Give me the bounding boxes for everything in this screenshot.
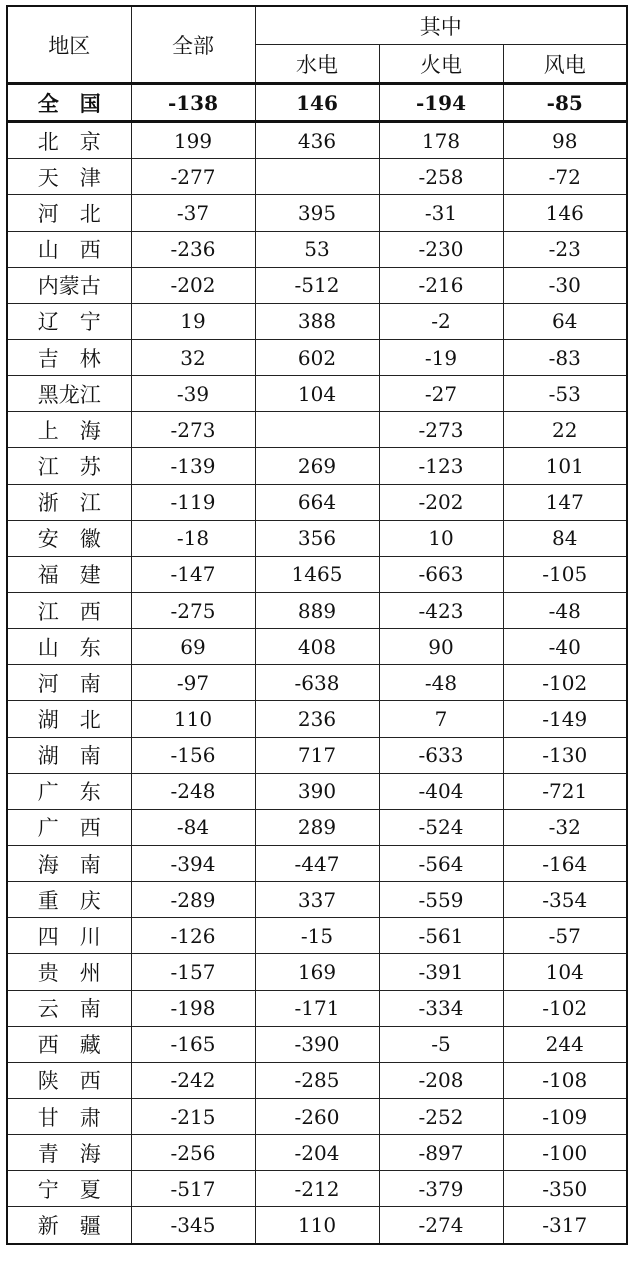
cell-wind: -100 (503, 1135, 627, 1171)
cell-wind: 101 (503, 448, 627, 484)
cell-region: 内蒙古 (7, 267, 131, 303)
header-row-top (7, 6, 627, 45)
cell-region: 新 疆 (7, 1207, 131, 1244)
cell-hydro: 390 (255, 773, 379, 809)
cell-wind: -48 (503, 592, 627, 628)
table-row (7, 773, 627, 809)
cell-hydro: 236 (255, 701, 379, 737)
cell-total: -157 (131, 954, 255, 990)
cell-total: 19 (131, 303, 255, 339)
cell-wind: -130 (503, 737, 627, 773)
cell-wind: -350 (503, 1171, 627, 1207)
cell-total: -198 (131, 990, 255, 1026)
cell-total: -394 (131, 845, 255, 881)
cell-hydro: 395 (255, 195, 379, 231)
cell-total: -236 (131, 231, 255, 267)
cell-wind: 146 (503, 195, 627, 231)
header-hydro: 水电 (255, 45, 379, 84)
cell-total: -119 (131, 484, 255, 520)
table-row-national (7, 84, 627, 122)
cell-region: 福 建 (7, 556, 131, 592)
cell-wind: 104 (503, 954, 627, 990)
cell-hydro: 337 (255, 882, 379, 918)
cell-thermal: -663 (379, 556, 503, 592)
cell-hydro: -171 (255, 990, 379, 1026)
table-body (7, 84, 627, 1244)
cell-hydro: 289 (255, 809, 379, 845)
cell-hydro: -15 (255, 918, 379, 954)
cell-hydro: -260 (255, 1098, 379, 1134)
cell-total: -275 (131, 592, 255, 628)
cell-region: 陕 西 (7, 1062, 131, 1098)
cell-total: -345 (131, 1207, 255, 1244)
cell-thermal: -230 (379, 231, 503, 267)
cell-region: 河 南 (7, 665, 131, 701)
cell-wind: 22 (503, 412, 627, 448)
table-row (7, 448, 627, 484)
cell-region: 湖 南 (7, 737, 131, 773)
cell-wind: 64 (503, 303, 627, 339)
cell-region: 安 徽 (7, 520, 131, 556)
table-header (7, 6, 627, 84)
table-row (7, 556, 627, 592)
cell-total: -277 (131, 159, 255, 195)
cell-thermal: -559 (379, 882, 503, 918)
cell-region: 天 津 (7, 159, 131, 195)
cell-region: 宁 夏 (7, 1171, 131, 1207)
cell-thermal: -273 (379, 412, 503, 448)
cell-hydro: 110 (255, 1207, 379, 1244)
cell-region: 全 国 (7, 84, 131, 122)
cell-thermal: -194 (379, 84, 503, 122)
cell-thermal: -379 (379, 1171, 503, 1207)
cell-wind: -108 (503, 1062, 627, 1098)
table-row (7, 267, 627, 303)
cell-wind: -354 (503, 882, 627, 918)
cell-hydro: -638 (255, 665, 379, 701)
table-row (7, 484, 627, 520)
cell-total: 199 (131, 122, 255, 159)
cell-total: -138 (131, 84, 255, 122)
table-row (7, 1098, 627, 1134)
cell-wind: -721 (503, 773, 627, 809)
cell-thermal: 7 (379, 701, 503, 737)
cell-total: -289 (131, 882, 255, 918)
cell-region: 广 东 (7, 773, 131, 809)
cell-total: -126 (131, 918, 255, 954)
cell-hydro: 169 (255, 954, 379, 990)
cell-thermal: 10 (379, 520, 503, 556)
table-row (7, 1207, 627, 1244)
cell-thermal: -897 (379, 1135, 503, 1171)
cell-region: 上 海 (7, 412, 131, 448)
cell-total: -156 (131, 737, 255, 773)
cell-wind: -57 (503, 918, 627, 954)
cell-hydro: 436 (255, 122, 379, 159)
cell-wind: 98 (503, 122, 627, 159)
table-row (7, 122, 627, 159)
cell-thermal: -123 (379, 448, 503, 484)
cell-wind: -164 (503, 845, 627, 881)
cell-wind: -53 (503, 376, 627, 412)
cell-thermal: -524 (379, 809, 503, 845)
cell-thermal: -5 (379, 1026, 503, 1062)
table-row (7, 339, 627, 375)
cell-total: 32 (131, 339, 255, 375)
cell-total: -248 (131, 773, 255, 809)
cell-hydro: -285 (255, 1062, 379, 1098)
table-row (7, 809, 627, 845)
cell-thermal: -633 (379, 737, 503, 773)
cell-thermal: -334 (379, 990, 503, 1026)
cell-total: -242 (131, 1062, 255, 1098)
cell-wind: 84 (503, 520, 627, 556)
table-row (7, 195, 627, 231)
cell-thermal: -423 (379, 592, 503, 628)
cell-hydro: 269 (255, 448, 379, 484)
cell-hydro: -512 (255, 267, 379, 303)
cell-hydro: 1465 (255, 556, 379, 592)
cell-total: -256 (131, 1135, 255, 1171)
cell-thermal: -404 (379, 773, 503, 809)
cell-wind: -72 (503, 159, 627, 195)
cell-thermal: -19 (379, 339, 503, 375)
cell-region: 北 京 (7, 122, 131, 159)
cell-wind: -109 (503, 1098, 627, 1134)
header-wind: 风电 (503, 45, 627, 84)
cell-total: -215 (131, 1098, 255, 1134)
cell-region: 湖 北 (7, 701, 131, 737)
cell-region: 山 西 (7, 231, 131, 267)
cell-hydro: 664 (255, 484, 379, 520)
cell-region: 浙 江 (7, 484, 131, 520)
cell-thermal: -252 (379, 1098, 503, 1134)
cell-region: 广 西 (7, 809, 131, 845)
cell-hydro: -447 (255, 845, 379, 881)
cell-total: -165 (131, 1026, 255, 1062)
table-row (7, 629, 627, 665)
power-hours-table (6, 5, 628, 1245)
cell-hydro: 889 (255, 592, 379, 628)
cell-region: 青 海 (7, 1135, 131, 1171)
cell-hydro: 388 (255, 303, 379, 339)
cell-hydro: 408 (255, 629, 379, 665)
table-row (7, 665, 627, 701)
cell-hydro: 717 (255, 737, 379, 773)
table-row (7, 159, 627, 195)
table-row (7, 376, 627, 412)
cell-thermal: -2 (379, 303, 503, 339)
table-row (7, 918, 627, 954)
cell-total: -273 (131, 412, 255, 448)
cell-total: 110 (131, 701, 255, 737)
table-row (7, 231, 627, 267)
cell-thermal: 178 (379, 122, 503, 159)
cell-hydro (255, 159, 379, 195)
cell-wind: -102 (503, 665, 627, 701)
cell-region: 云 南 (7, 990, 131, 1026)
table-row (7, 592, 627, 628)
cell-region: 重 庆 (7, 882, 131, 918)
cell-region: 吉 林 (7, 339, 131, 375)
cell-total: -97 (131, 665, 255, 701)
table-row (7, 412, 627, 448)
cell-region: 江 西 (7, 592, 131, 628)
header-thermal: 火电 (379, 45, 503, 84)
cell-region: 海 南 (7, 845, 131, 881)
cell-hydro: -212 (255, 1171, 379, 1207)
cell-wind: -102 (503, 990, 627, 1026)
table-row (7, 954, 627, 990)
cell-wind: -40 (503, 629, 627, 665)
cell-region: 江 苏 (7, 448, 131, 484)
cell-wind: -23 (503, 231, 627, 267)
cell-thermal: -391 (379, 954, 503, 990)
header-total: 全部 (131, 6, 255, 84)
cell-region: 贵 州 (7, 954, 131, 990)
cell-region: 甘 肃 (7, 1098, 131, 1134)
cell-wind: 147 (503, 484, 627, 520)
cell-hydro (255, 412, 379, 448)
cell-hydro: 602 (255, 339, 379, 375)
cell-hydro: 146 (255, 84, 379, 122)
cell-wind: -32 (503, 809, 627, 845)
cell-wind: -317 (503, 1207, 627, 1244)
cell-hydro: 356 (255, 520, 379, 556)
cell-thermal: -208 (379, 1062, 503, 1098)
cell-hydro: -204 (255, 1135, 379, 1171)
table-row (7, 520, 627, 556)
cell-thermal: -48 (379, 665, 503, 701)
cell-total: 69 (131, 629, 255, 665)
header-of-which: 其中 (255, 6, 627, 45)
table-row (7, 303, 627, 339)
cell-region: 辽 宁 (7, 303, 131, 339)
table-row (7, 701, 627, 737)
cell-hydro: 53 (255, 231, 379, 267)
cell-total: -39 (131, 376, 255, 412)
cell-region: 四 川 (7, 918, 131, 954)
cell-region: 山 东 (7, 629, 131, 665)
table-row (7, 737, 627, 773)
cell-wind: 244 (503, 1026, 627, 1062)
cell-total: -37 (131, 195, 255, 231)
cell-thermal: -561 (379, 918, 503, 954)
cell-thermal: -27 (379, 376, 503, 412)
cell-total: -517 (131, 1171, 255, 1207)
cell-wind: -83 (503, 339, 627, 375)
table-row (7, 1026, 627, 1062)
cell-region: 黑龙江 (7, 376, 131, 412)
cell-total: -18 (131, 520, 255, 556)
cell-wind: -30 (503, 267, 627, 303)
cell-thermal: 90 (379, 629, 503, 665)
cell-wind: -85 (503, 84, 627, 122)
cell-thermal: -564 (379, 845, 503, 881)
cell-total: -147 (131, 556, 255, 592)
header-region: 地区 (7, 6, 131, 84)
cell-wind: -149 (503, 701, 627, 737)
cell-thermal: -202 (379, 484, 503, 520)
cell-total: -84 (131, 809, 255, 845)
cell-thermal: -258 (379, 159, 503, 195)
cell-wind: -105 (503, 556, 627, 592)
cell-thermal: -216 (379, 267, 503, 303)
cell-total: -139 (131, 448, 255, 484)
table-row (7, 1062, 627, 1098)
cell-hydro: -390 (255, 1026, 379, 1062)
table-row (7, 845, 627, 881)
cell-thermal: -274 (379, 1207, 503, 1244)
cell-total: -202 (131, 267, 255, 303)
cell-region: 西 藏 (7, 1026, 131, 1062)
cell-hydro: 104 (255, 376, 379, 412)
cell-thermal: -31 (379, 195, 503, 231)
table-row (7, 1171, 627, 1207)
table-row (7, 1135, 627, 1171)
table-row (7, 990, 627, 1026)
cell-region: 河 北 (7, 195, 131, 231)
table-row (7, 882, 627, 918)
